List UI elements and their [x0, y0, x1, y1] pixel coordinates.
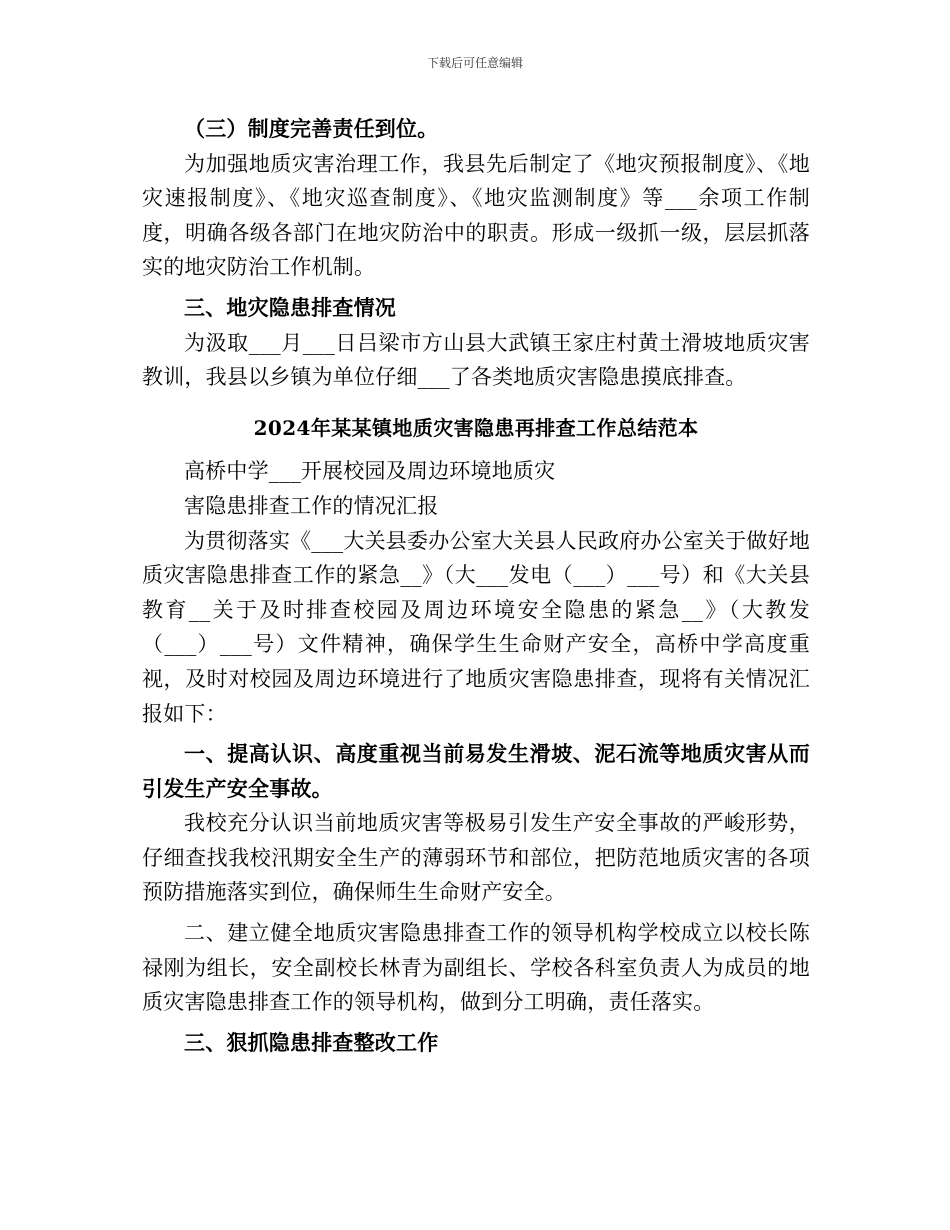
section-heading-inspection: 三、地灾隐患排查情况 — [184, 295, 396, 320]
section-heading-institution: （三）制度完善责任到位。 — [184, 117, 439, 141]
section-heading-awareness: 一、提高认识、高度重视当前易发生滑坡、泥石流等地质灾害从而引发生产安全事故。 — [142, 742, 810, 801]
paragraph-leadership: 二、建立健全地质灾害隐患排查工作的领导机构学校成立以校长陈禄刚为组长，安全副校长林青为副组长、学校各科室负责人为成员的地质灾害隐患排查工作的领导机构，做到分工明确，责任落实。 — [142, 921, 810, 1015]
paragraph-inspection: 为汲取___月___日吕梁市方山县大武镇王家庄村黄土滑坡地质灾害教训，我县以乡镇为单位仔细___了各类地质灾害隐患摸底排查。 — [142, 330, 810, 390]
page-header: 下载后可任意编辑 — [426, 56, 523, 70]
document-body — [142, 112, 810, 1060]
paragraph-institution: 为加强地质灾害治理工作，我县先后制定了《地灾预报制度》、《地灾速报制度》、《地灾巡查制度》、《地灾监测制度》等___余项工作制度，明确各级各部门在地灾防治中的职责。形成一级抓一级，层层抓落实的地灾防治工作机制。 — [142, 151, 810, 280]
paragraph-intro: 为贯彻落实《___大关县委办公室大关县人民政府办公室关于做好地质灾害隐患排查工作的紧急__》（大___发电（___）___号）和《大关县教育__关于及时排查校园及周边环境安全隐患的紧急__》（大教发（___）___号）文件精神，确保学生生命财产安全，高桥中学高度重视，及时对校园及周边环境进行了地质灾害隐患排查，现将有关情况汇报如下： — [142, 528, 810, 726]
paragraph-awareness: 我校充分认识当前地质灾害等极易引发生产安全事故的严峻形势，仔细查找我校汛期安全生产的薄弱环节和部位，把防范地质灾害的各项预防措施落实到位，确保师生生命财产安全。 — [142, 811, 810, 905]
section-heading-rectification: 三、狠抓隐患排查整改工作 — [184, 1030, 439, 1055]
report-subtitle-line-2: 害隐患排查工作的情况汇报 — [184, 493, 439, 518]
document-title: 2024年某某镇地质灾害隐患再排查工作总结范本 — [253, 415, 699, 440]
report-subtitle-line-1: 高桥中学___开展校园及周边环境地质灾 — [184, 459, 556, 484]
